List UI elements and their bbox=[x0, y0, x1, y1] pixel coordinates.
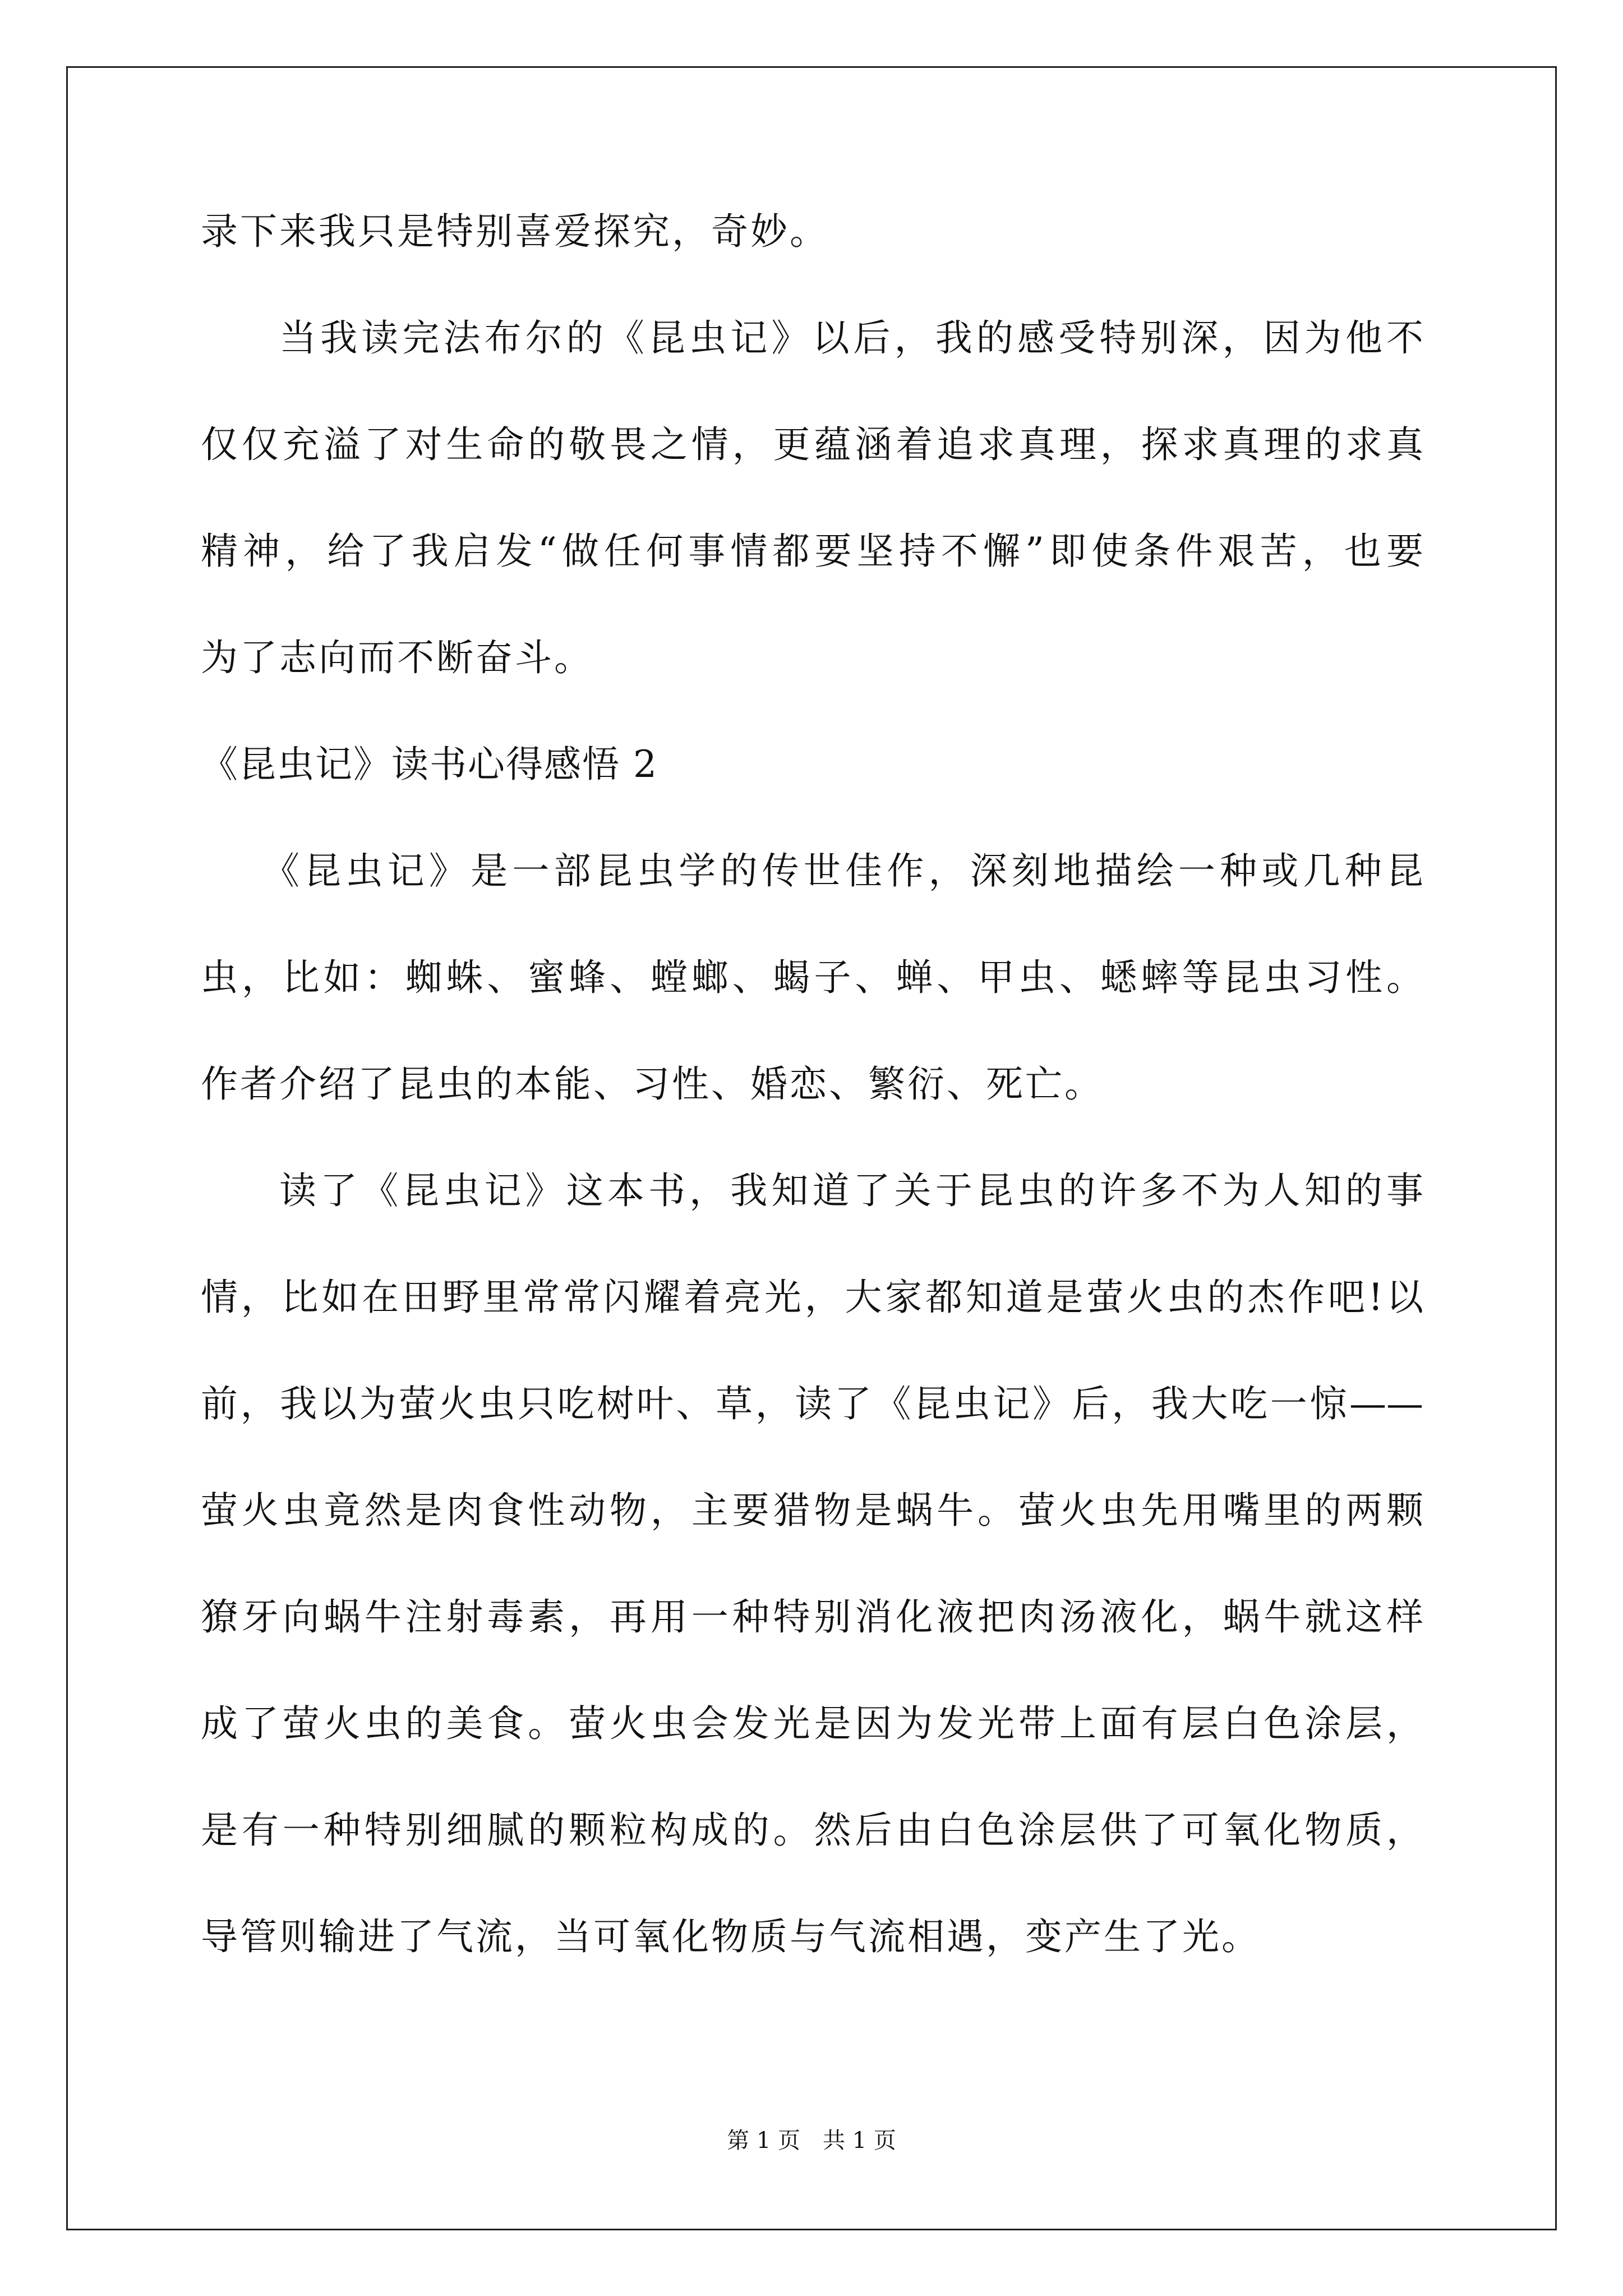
text-line-3: 仅仅充溢了对生命的敬畏之情，更蕴涵着追求真理，探求真理的求真 bbox=[201, 423, 1423, 466]
text-line-9: 作者介绍了昆虫的本能、习性、婚恋、繁衍、死亡。 bbox=[201, 1062, 1104, 1106]
page-number-footer: 第 1 页 共 1 页 bbox=[727, 2128, 896, 2154]
page-border bbox=[66, 66, 1557, 2230]
text-line-15: 成了萤火虫的美食。萤火虫会发光是因为发光带上面有层白色涂层， bbox=[201, 1702, 1423, 1745]
text-line-11: 情，比如在田野里常常闪耀着亮光，大家都知道是萤火虫的杰作吧!以 bbox=[201, 1276, 1423, 1319]
text-line-1: 录下来我只是特别喜爱探究，奇妙。 bbox=[201, 210, 829, 253]
text-line-8: 虫，比如：蜘蛛、蜜蜂、螳螂、蝎子、蝉、甲虫、蟋蟀等昆虫习性。 bbox=[201, 956, 1423, 999]
text-line-17: 导管则输进了气流，当可氧化物质与气流相遇，变产生了光。 bbox=[201, 1915, 1261, 1958]
text-line-10: 读了《昆虫记》这本书，我知道了关于昆虫的许多不为人知的事 bbox=[279, 1169, 1423, 1212]
text-line-2: 当我读完法布尔的《昆虫记》以后，我的感受特别深，因为他不 bbox=[279, 316, 1423, 360]
text-line-14: 獠牙向蜗牛注射毒素，再用一种特别消化液把肉汤液化，蜗牛就这样 bbox=[201, 1595, 1423, 1639]
text-line-12: 前，我以为萤火虫只吃树叶、草，读了《昆虫记》后，我大吃一惊—— bbox=[201, 1382, 1423, 1425]
text-line-7: 《昆虫记》是一部昆虫学的传世佳作，深刻地描绘一种或几种昆 bbox=[262, 849, 1423, 892]
text-line-4: 精神，给了我启发“做任何事情都要坚持不懈”即使条件艰苦，也要 bbox=[201, 530, 1423, 573]
section-heading: 《昆虫记》读书心得感悟 2 bbox=[201, 743, 658, 786]
text-line-13: 萤火虫竟然是肉食性动物，主要猎物是蜗牛。萤火虫先用嘴里的两颗 bbox=[201, 1489, 1423, 1532]
text-line-16: 是有一种特别细腻的颗粒构成的。然后由白色涂层供了可氧化物质， bbox=[201, 1809, 1423, 1852]
text-line-5: 为了志向而不断奋斗。 bbox=[201, 636, 593, 679]
